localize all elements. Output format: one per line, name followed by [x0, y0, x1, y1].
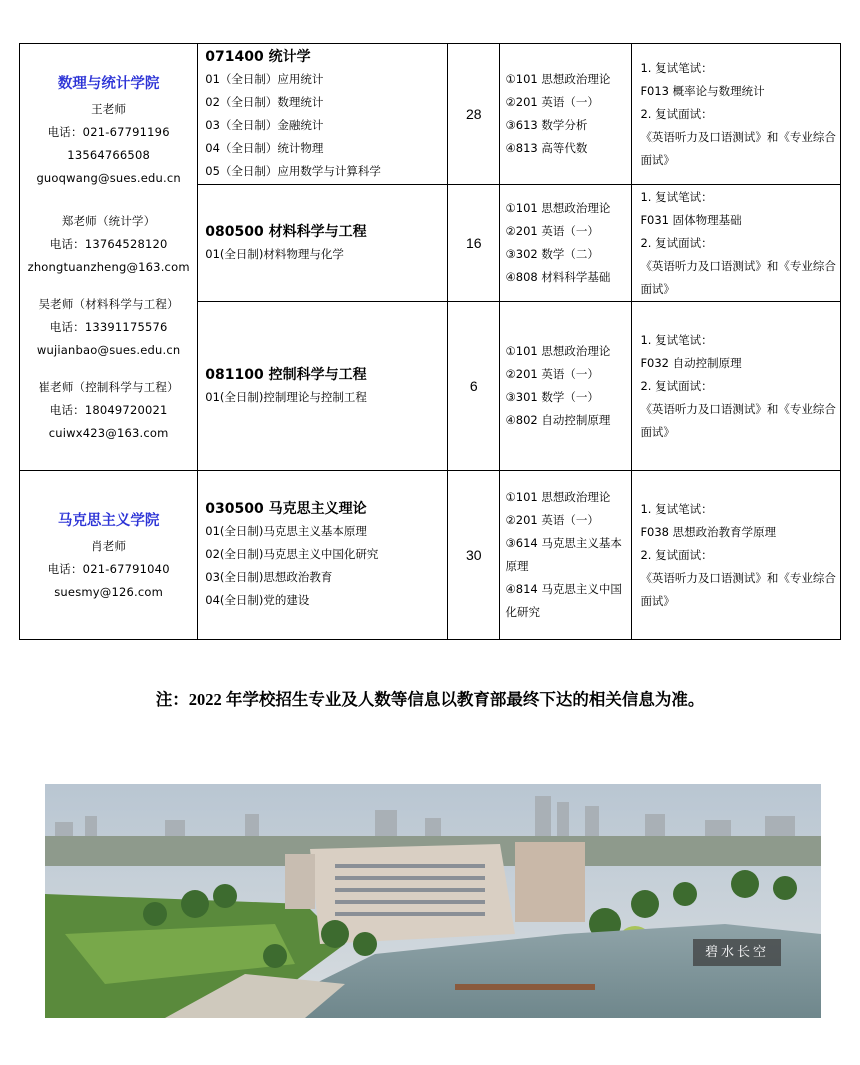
photo-caption: 碧水长空 — [693, 939, 781, 966]
college-cell — [20, 471, 198, 640]
major-cell — [198, 302, 448, 471]
admissions-table — [19, 43, 841, 640]
college-name: 马克思主义学院 — [57, 512, 160, 529]
retest-line: 2. 复试面试： — [640, 547, 713, 562]
contact-line: suesmy@126.com — [54, 584, 164, 599]
admission-note: 注：2022 年学校招生专业及人数等信息以教育部最终下达的相关信息为准。 — [155, 690, 705, 709]
contact-line: wujianbao@sues.edu.cn — [36, 342, 181, 357]
enrollment-number: 30 — [448, 471, 500, 640]
retest-line: 2. 复试面试： — [640, 378, 713, 393]
retest-cell — [632, 302, 841, 471]
college-contact-block — [20, 70, 197, 445]
contact-line: zhongtuanzheng@163.com — [27, 259, 190, 274]
research-direction: 01（全日制）应用统计 — [205, 71, 324, 86]
retest-line: 《英语听力及口语测试》和《专业综合面试》 — [640, 570, 836, 608]
research-direction: 01(全日制)控制理论与控制工程 — [205, 389, 367, 404]
major-cell — [198, 44, 448, 185]
exam-subject: ①101 思想政治理论 — [505, 72, 611, 86]
retest-line: 1. 复试笔试： — [640, 501, 713, 516]
research-direction: 01(全日制)马克思主义基本原理 — [205, 524, 367, 538]
exam-subject: ①101 思想政治理论 — [505, 201, 611, 215]
college-name: 数理与统计学院 — [57, 75, 160, 92]
research-direction: 03(全日制)思想政治教育 — [205, 570, 333, 584]
contact-line: 电话：021-67791196 — [47, 124, 170, 139]
exam-subject: ③301 数学（一） — [505, 390, 599, 404]
research-direction: 01(全日制)材料物理与化学 — [205, 246, 344, 261]
exam-subjects-cell — [500, 44, 632, 185]
major-code: 081100 控制科学与工程 — [205, 366, 367, 383]
contact-line: 郑老师（统计学） — [61, 213, 156, 228]
enrollment-number: 6 — [448, 302, 500, 471]
campus-photo — [45, 784, 821, 1018]
contact-line: 崔老师（控制科学与工程） — [38, 379, 179, 394]
exam-subject: ④813 高等代数 — [505, 141, 588, 155]
retest-line: 2. 复试面试： — [640, 235, 713, 250]
retest-line: 2. 复试面试： — [640, 106, 713, 121]
table-row — [20, 44, 841, 185]
exam-subjects-cell — [500, 185, 632, 302]
exam-subject: ①101 思想政治理论 — [505, 344, 611, 358]
exam-subjects-cell — [500, 302, 632, 471]
research-direction: 03（全日制）金融统计 — [205, 117, 324, 132]
research-direction: 05（全日制）应用数学与计算科学 — [205, 163, 381, 178]
enrollment-number: 16 — [448, 185, 500, 302]
exam-subject: ③613 数学分析 — [505, 118, 588, 132]
retest-line: 《英语听力及口语测试》和《专业综合面试》 — [640, 401, 836, 439]
contact-line: cuiwx423@163.com — [48, 425, 169, 440]
exam-subject: ②201 英语（一） — [505, 513, 599, 527]
major-code: 080500 材料科学与工程 — [205, 223, 367, 240]
exam-subject: ④814 马克思主义中国化研究 — [505, 582, 622, 619]
contact-line: 电话：021-67791040 — [47, 561, 170, 576]
contact-line: 电话：13764528120 — [49, 236, 168, 251]
research-direction: 04(全日制)党的建设 — [205, 593, 310, 607]
exam-subject: ③302 数学（二） — [505, 247, 599, 261]
retest-cell — [632, 471, 841, 640]
retest-cell — [632, 185, 841, 302]
exam-subject: ①101 思想政治理论 — [505, 490, 611, 504]
exam-subject: ②201 英语（一） — [505, 224, 599, 238]
college-cell — [20, 44, 198, 471]
retest-line: F032 自动控制原理 — [640, 355, 742, 370]
retest-line: 1. 复试笔试： — [640, 332, 713, 347]
retest-line: F031 固体物理基础 — [640, 212, 742, 227]
exam-subject: ④802 自动控制原理 — [505, 413, 611, 427]
contact-line: guoqwang@sues.edu.cn — [36, 170, 181, 185]
contact-line: 吴老师（材料科学与工程） — [38, 296, 179, 311]
major-cell — [198, 185, 448, 302]
exam-subject: ②201 英语（一） — [505, 95, 599, 109]
retest-line: 《英语听力及口语测试》和《专业综合面试》 — [640, 258, 836, 296]
college-contact-block — [20, 507, 197, 604]
exam-subject: ②201 英语（一） — [505, 367, 599, 381]
retest-line: 《英语听力及口语测试》和《专业综合面试》 — [640, 129, 836, 167]
contact-line: 肖老师 — [91, 538, 127, 553]
contact-line: 王老师 — [91, 101, 127, 116]
retest-line: F038 思想政治教育学原理 — [640, 524, 777, 539]
retest-line: 1. 复试笔试： — [640, 60, 713, 75]
retest-line: F013 概率论与数理统计 — [640, 83, 765, 98]
major-code: 071400 统计学 — [205, 48, 311, 65]
major-cell — [198, 471, 448, 640]
contact-line: 电话：18049720021 — [49, 402, 168, 417]
research-direction: 02（全日制）数理统计 — [205, 94, 324, 109]
contact-line: 电话：13391175576 — [49, 319, 168, 334]
campus-aerial-illustration — [45, 784, 821, 1018]
research-direction: 02(全日制)马克思主义中国化研究 — [205, 547, 379, 561]
exam-subject: ③614 马克思主义基本原理 — [505, 536, 622, 573]
retest-cell — [632, 44, 841, 185]
exam-subjects-cell — [500, 471, 632, 640]
contact-line: 13564766508 — [67, 147, 150, 162]
major-code: 030500 马克思主义理论 — [205, 501, 367, 517]
retest-line: 1. 复试笔试： — [640, 189, 713, 204]
enrollment-number: 28 — [448, 44, 500, 185]
exam-subject: ④808 材料科学基础 — [505, 270, 611, 284]
table-row — [20, 471, 841, 640]
research-direction: 04（全日制）统计物理 — [205, 140, 324, 155]
